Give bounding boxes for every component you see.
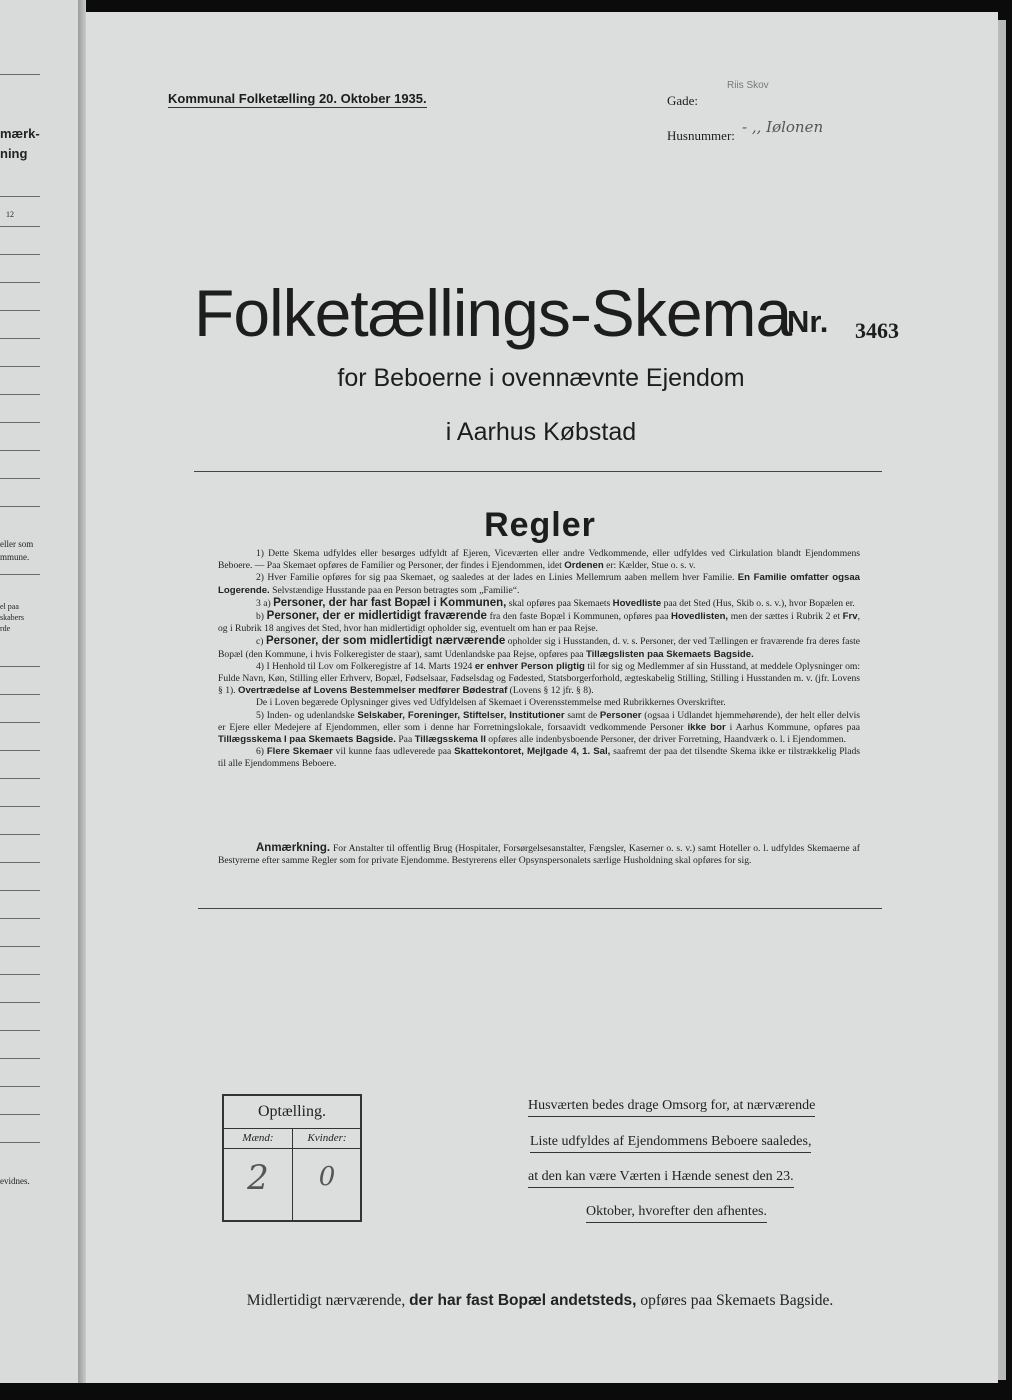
street-label: Gade: <box>667 93 699 108</box>
count-box <box>222 1094 362 1222</box>
left-fragment: mmune. <box>0 552 30 562</box>
left-fragment: el paa <box>0 602 19 611</box>
left-fragment: ning <box>0 146 28 161</box>
rule-6: 6) Flere Skemaer vil kunne faas udleverede paa Skattekontoret, Mejlgade 4, 1. Sal, saafremt der paa det tilsendte Skema ikke er tilstrækkelig Plads til alle Ejendommens Beboere. <box>218 746 860 770</box>
rule-3b: b) Personer, der er midlertidigt fraværende fra den faste Bopæl i Kommunen, opføres paa Hovedlisten, men der sættes i Rubrik 2 et Frv, og i Rubrik 18 angives det Sted, hvor han midlertidigt opholder sig, eventuelt om han er paa Rejse. <box>218 610 861 635</box>
form-number-label: Nr. <box>787 304 829 339</box>
notice-line: at den kan være Værten i Hænde senest den 23. <box>528 1167 794 1188</box>
footer-note: Midlertidigt nærværende, der har fast Bopæl andetsteds, opføres paa Skemaets Bagside. <box>246 1292 834 1309</box>
left-fragment: eller som <box>0 539 34 549</box>
divider <box>194 471 882 472</box>
left-fragment: rde <box>0 624 11 633</box>
count-title: Optælling. <box>224 1096 360 1129</box>
women-count: 0 <box>318 1162 336 1192</box>
rule-5: 5) Inden- og udenlandske Selskaber, Foreninger, Stiftelser, Institutioner samt de Personer (ogsaa i Udlandet hjemmehørende), der helt eller delvis er Ejere eller Medejere af Ejendommen, eller som i denne har Forretningslokale, forsaavidt vedkommende Personer ikke bor i Aarhus Kommune, opføres paa Tillægsskema I paa Skemaets Bagside. Paa Tillægsskema II opføres alle indenbysboende Personer, der driver Forretning, Haandværk o. l. i Ejendommen. <box>218 709 860 746</box>
rule-1: 1) Dette Skema udfyldes eller besørges udfyldt af Ejeren, Viceværten eller andre Vedkommende, eller udfyldes ved Cirkulation blandt Ejendommens Beboere. — Paa Skemaet opføres de Familier og Personer, der findes i Ejendommen, idet Ordenen er: Kælder, Stue o. s. v. <box>218 548 860 572</box>
men-label: Mænd: <box>224 1132 292 1149</box>
form-title: Folketællings-Skema <box>194 276 792 350</box>
women-column <box>293 1128 361 1222</box>
rules-heading: Regler <box>484 506 596 544</box>
census-date-line: Kommunal Folketælling 20. Oktober 1935. <box>168 91 427 106</box>
left-fragment: evidnes. <box>0 1176 30 1186</box>
house-number-value: - ,, Iølonen <box>742 118 824 136</box>
rule-2: 2) Hver Familie opføres for sig paa Skemaet, og saaledes at der lades en Linies Mellemrum aaben mellem hver Familie. En Familie omfatter ogsaa Logerende. Selvstændige Husstande paa en Person betragtes som „Familie“. <box>218 572 860 596</box>
street-value: Riis Skov <box>727 80 769 91</box>
women-label: Kvinder: <box>293 1132 361 1149</box>
page-edge <box>998 20 1006 1380</box>
divider <box>198 908 882 909</box>
rule-4b: De i Loven begærede Oplysninger gives ved Udfyldelsen af Skemaet i Overensstemmelse med Rubrikkernes Overskrifter. <box>256 697 726 709</box>
remark-paragraph <box>218 842 860 867</box>
rule-4: 4) I Henhold til Lov om Folkeregistre af 14. Marts 1924 er enhver Person pligtig til for sig og Medlemmer af sin Husstand, at meddele Oplysninger om: Fulde Navn, Køn, Stilling eller Erhverv, Bopæl, Fødselsaar, Fødselsdag og Fødested, Statsborgerforhold, ægteskabelig Stilling, Stilling i Husstanden m. v. (jfr. Lovens § 1). Overtrædelse af Lovens Bestemmelser medfører Bødestraf (Lovens § 12 jfr. § 8). <box>218 660 861 697</box>
notice-line: Oktober, hvorefter den afhentes. <box>586 1202 767 1223</box>
remark-text: For Anstalter til offentlig Brug (Hospitaler, Forsørgelsesanstalter, Fængsler, Kaserner o. s. v.) samt Hoteller o. l. udfyldes Skemaerne af Bestyrerne efter samme Regler som for private Ejendomme. Bestyrerens eller Opsynspersonalets særlige Husholdning skal opføres for sig. <box>218 843 860 867</box>
form-number-value: 3463 <box>855 318 899 343</box>
left-fragment: mærk- <box>0 126 40 141</box>
left-fragment: 12 <box>6 210 14 219</box>
rules-text <box>218 548 860 771</box>
remark-label: Anmærkning. <box>256 842 331 854</box>
house-number-label: Husnummer: <box>667 128 735 143</box>
notice-line: Liste udfyldes af Ejendommens Beboere saaledes, <box>530 1132 811 1153</box>
rule-3c: c) Personer, der som midlertidigt nærværende opholder sig i Husstanden, d. v. s. Personer, der ved Tællingen er fraværende fra deres faste Bopæl (den Kommune, i hvis Folkeregister de staar), samt Udenlandske paa Rejse, opføres paa Tillægslisten paa Skemaets Bagside. <box>218 635 860 660</box>
men-count: 2 <box>247 1158 269 1198</box>
left-fragment: skabers <box>0 613 24 622</box>
men-column <box>224 1128 293 1222</box>
notice-line: Husværten bedes drage Omsorg for, at nærværende <box>528 1096 815 1117</box>
left-adjacent-page <box>0 0 78 1383</box>
form-subtitle-city: i Aarhus Købstad <box>445 418 637 446</box>
form-subtitle: for Beboerne i ovennævnte Ejendom <box>337 364 745 392</box>
book-spine <box>78 0 86 1383</box>
rule-3a: 3 a) Personer, der har fast Bopæl i Kommunen, skal opføres paa Skemaets Hovedliste paa det Sted (Hus, Skib o. s. v.), hvor Bopælen er. <box>256 596 855 609</box>
